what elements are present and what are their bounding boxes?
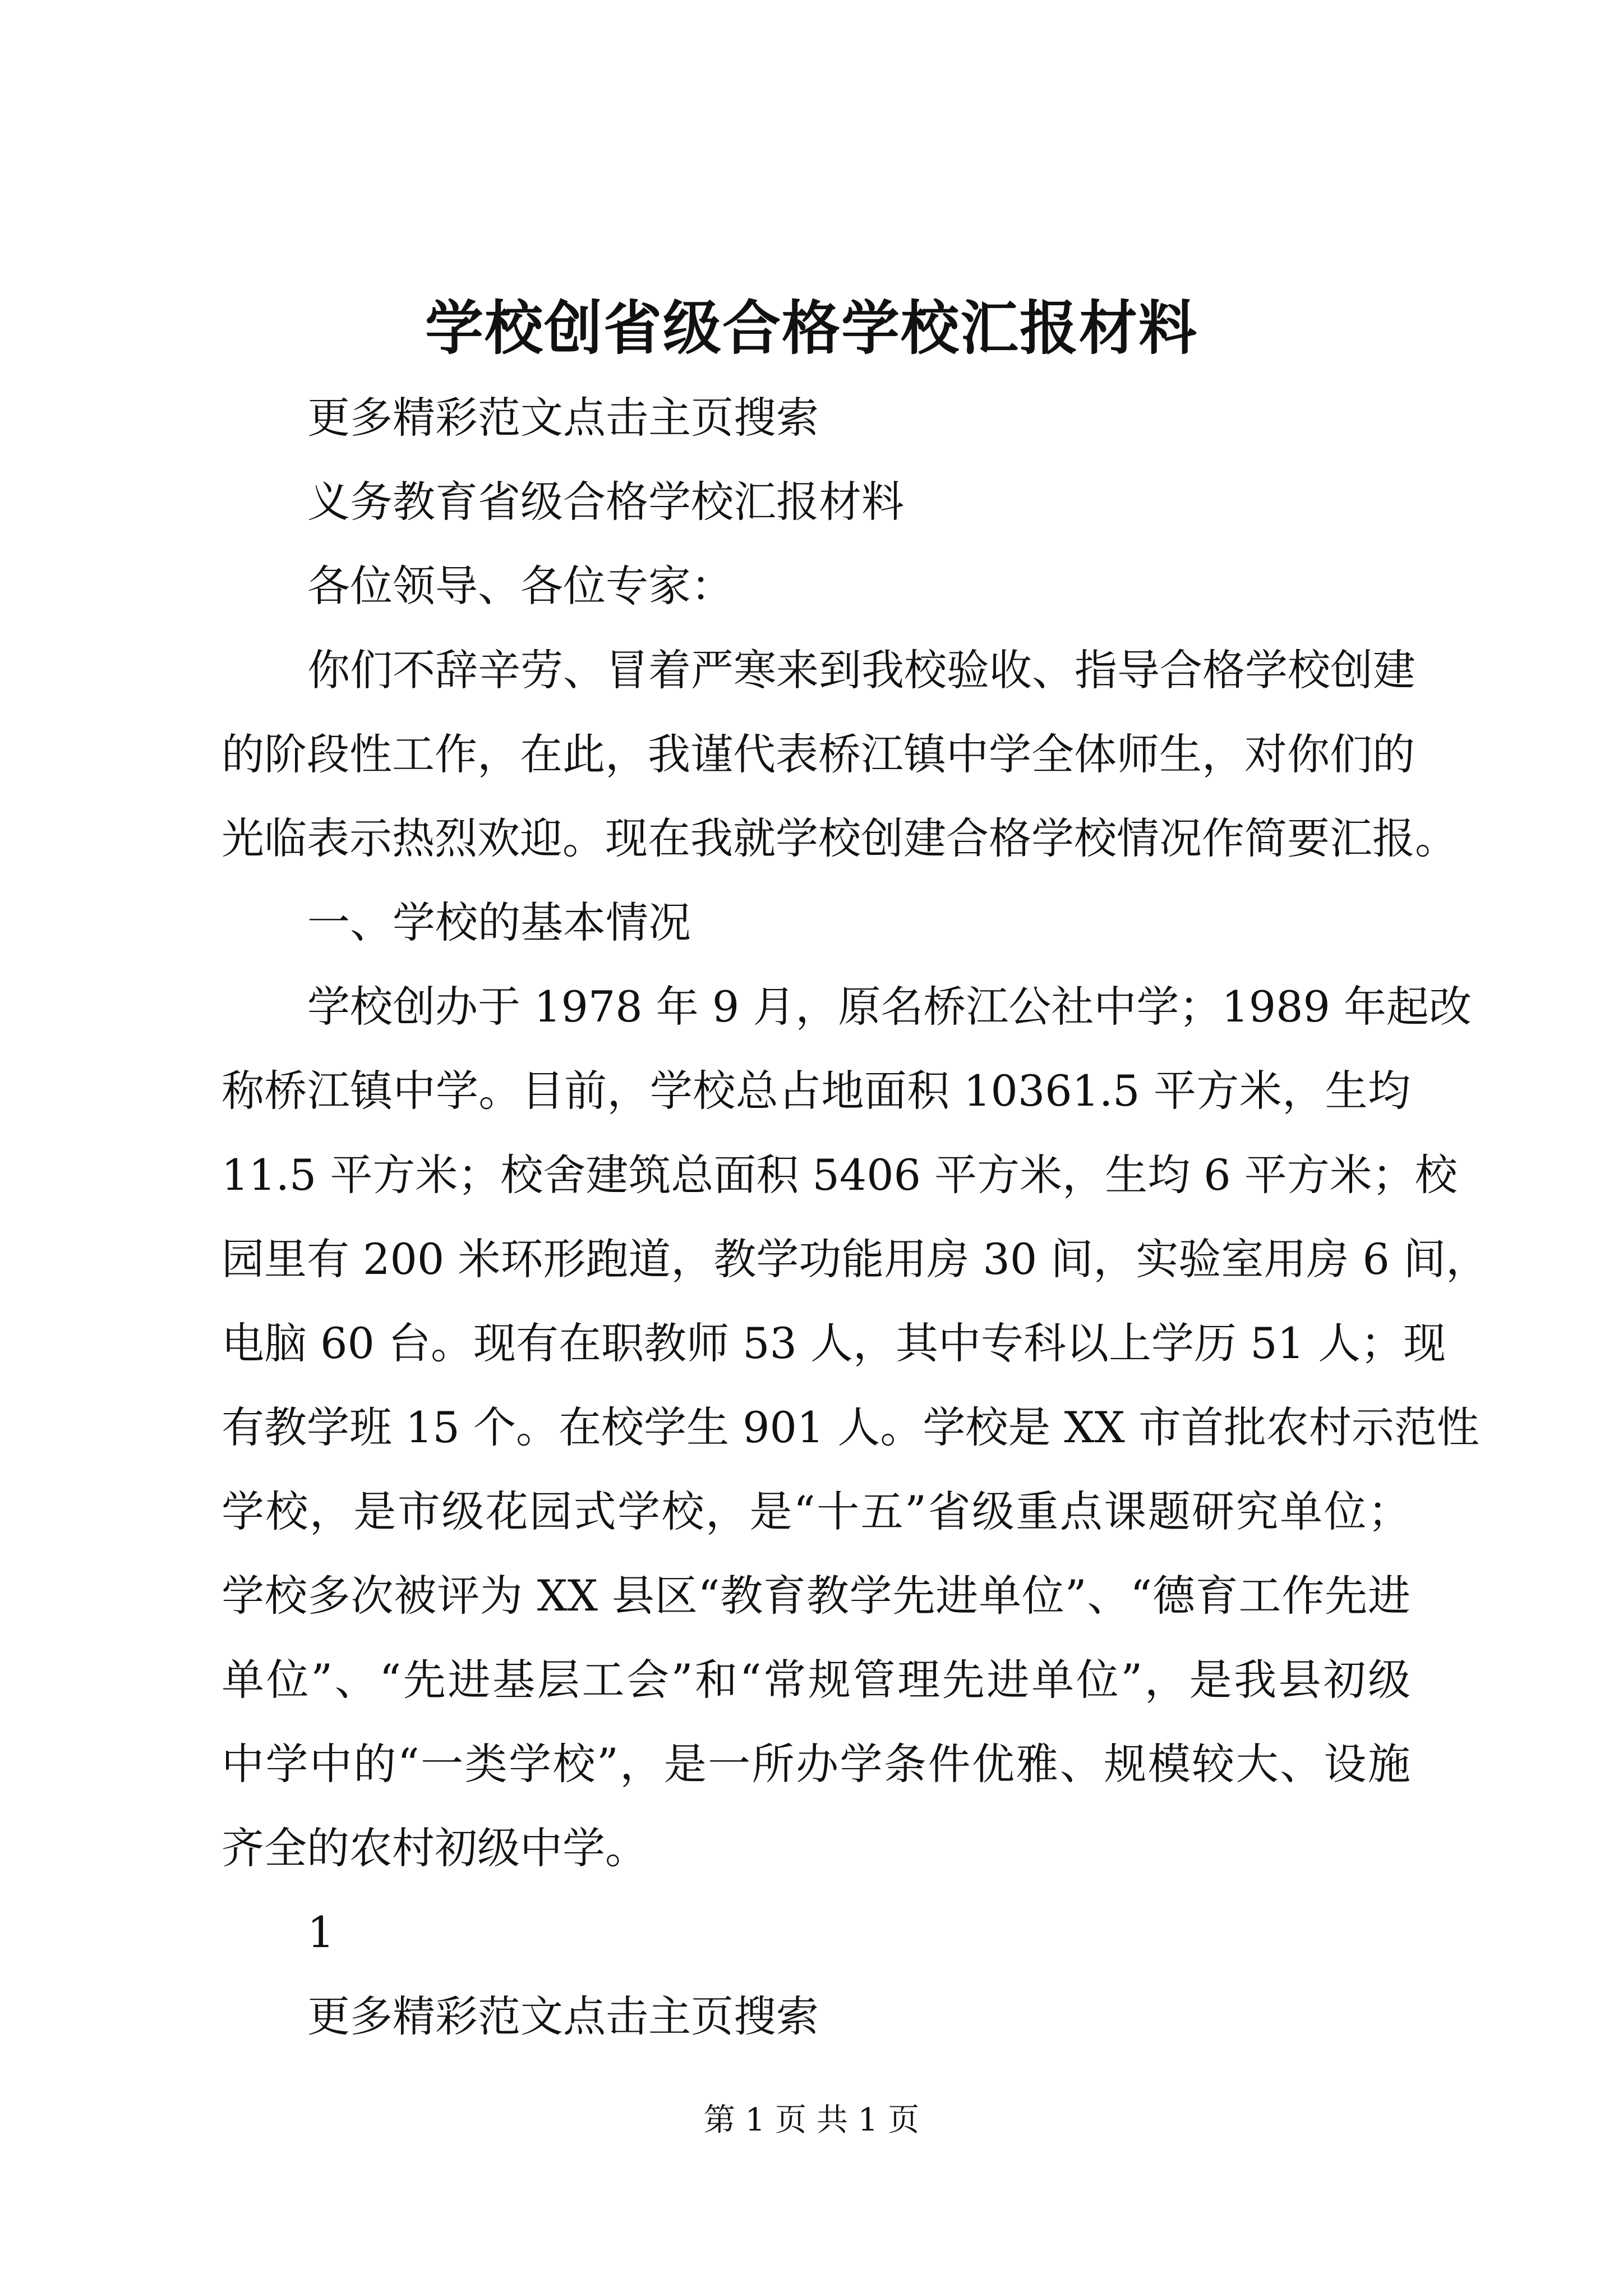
text-line: 单位”、“先进基层工会”和“常规管理先进单位”，是我县初级 — [222, 1655, 1410, 1705]
text-line: 称桥江镇中学。目前，学校总占地面积 10361.5 平方米，生均 — [222, 1066, 1410, 1116]
text-line: 你们不辞辛劳、冒着严寒来到我校验收、指导合格学校创建 — [307, 645, 1415, 695]
text-line: 的阶段性工作，在此，我谨代表桥江镇中学全体师生，对你们的 — [222, 729, 1415, 779]
text-line: 学校创办于 1978 年 9 月，原名桥江公社中学；1989 年起改 — [307, 982, 1472, 1032]
text-line: 光临表示热烈欢迎。现在我就学校创建合格学校情况作简要汇报。 — [222, 813, 1458, 863]
page-footer: 第 1 页 共 1 页 — [703, 2102, 920, 2138]
text-line: 11.5 平方米；校舍建筑总面积 5406 平方米，生均 6 平方米；校 — [222, 1150, 1458, 1200]
text-line: 有教学班 15 个。在校学生 901 人。学校是 XX 市首批农村示范性 — [222, 1402, 1479, 1452]
page-number-marker: 1 — [307, 1907, 335, 1957]
document-title: 学校创省级合格学校汇报材料 — [425, 293, 1198, 362]
text-line: 更多精彩范文点击主页搜索 — [307, 1991, 819, 2041]
section-heading: 一、学校的基本情况 — [307, 898, 691, 947]
text-line: 学校，是市级花园式学校，是“十五”省级重点课题研究单位； — [222, 1487, 1410, 1536]
text-line: 学校多次被评为 XX 县区“教育教学先进单位”、“德育工作先进 — [222, 1571, 1410, 1621]
text-line: 各位领导、各位专家： — [307, 561, 734, 611]
text-line: 齐全的农村初级中学。 — [222, 1823, 648, 1873]
text-line: 园里有 200 米环形跑道，教学功能用房 30 间，实验室用房 6 间， — [222, 1234, 1489, 1284]
text-line: 更多精彩范文点击主页搜索 — [307, 393, 819, 443]
text-line: 中学中的“一类学校”，是一所办学条件优雅、规模较大、设施 — [222, 1739, 1410, 1789]
text-line: 义务教育省级合格学校汇报材料 — [307, 477, 904, 527]
text-line: 电脑 60 台。现有在职教师 53 人，其中专科以上学历 51 人；现 — [222, 1318, 1446, 1368]
